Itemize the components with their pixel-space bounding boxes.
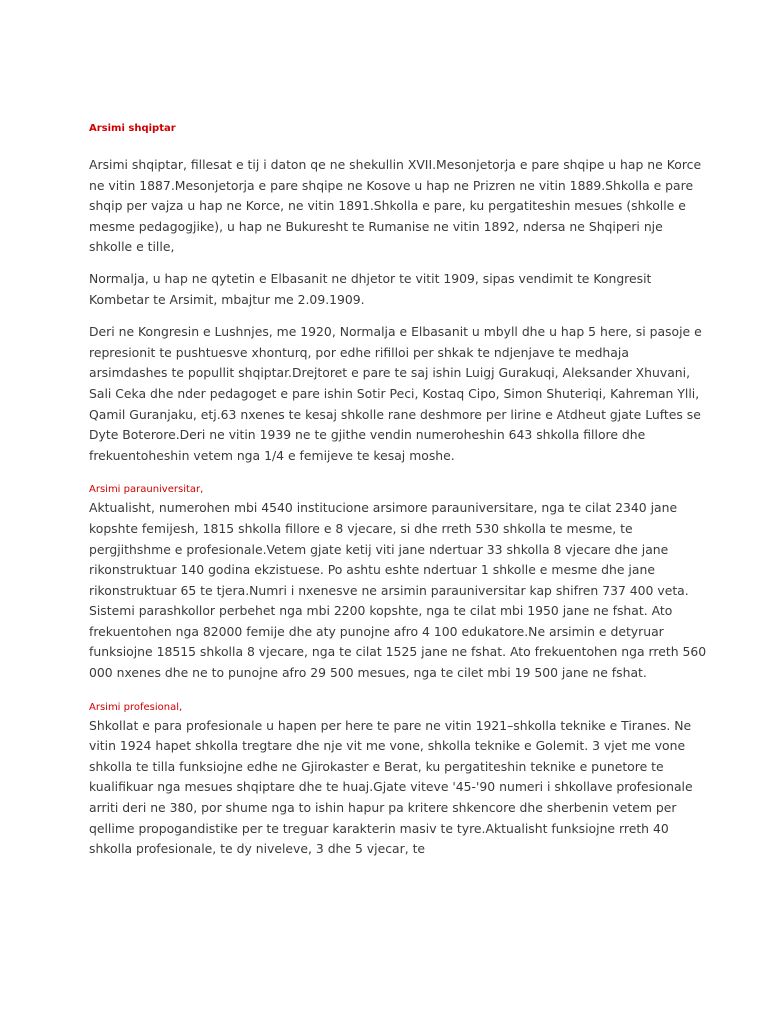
section-heading-profesional: Arsimi profesional, (89, 701, 183, 713)
paragraph-intro: Arsimi shqiptar, fillesat e tij i daton qe ne shekullin XVII.Mesonjetorja e pare shqipe u hap ne Korce ne vitin 1887.Mesonjetorja e pare shqipe ne Kosove u hap ne Prizren ne vitin 1889.Shkolla e pare shqip per vajza u hap ne Korce, ne vitin 1891.Shkolla e pare, ku pergatiteshin mesues (shkolle e mesme pedagogjike), u hap ne Bukuresht te Rumanise ne vitin 1892, ndersa ne Shqiperi nje shkolle e tille, (89, 157, 702, 255)
paragraph-normalja: Normalja, u hap ne qytetin e Elbasanit ne dhjetor te vitit 1909, sipas vendimit te Kongresit Kombetar te Arsimit, mbajtur me 2.09.1909. (89, 270, 652, 307)
section-text-parauniversitar: Aktualisht, numerohen mbi 4540 institucione arsimore parauniversitare, nga te cilat 2340 jane kopshte femijesh, 1815 shkolla fillore e 8 vjecare, si dhe rreth 530 shkolla te mesme, te pergjithshme e profesionale.Vetem gjate ketij viti jane ndertuar 33 shkolla 8 vjecare dhe jane rikonstruktuar 140 godina ekzistuese. Po ashtu eshte ndertuar 1 shkolle e mesme dhe jane rikonstruktuar 65 te tjera.Numri i nxenesve ne arsimin parauniversitar kap shifren 737 400 veta. Sistemi parashkollor perbehet nga mbi 2200 kopshte, nga te cilat mbi 1950 jane ne fshat. Ato frekuentohen nga 82000 femije dhe aty punojne afro 4 100 edukatore.Ne arsimin e detyruar funksiojne 18515 shkolla 8 vjecare, nga te cilat 1525 jane ne fshat. Ato frekuentohen nga rreth 560 000 nxenes dhe ne to punojne afro 29 500 mesues, nga te cilet mbi 19 500 jane ne fshat. (89, 500, 707, 681)
section-text-profesional: Shkollat e para profesionale u hapen per here te pare ne vitin 1921–shkolla teknike e Tiranes. Ne vitin 1924 hapet shkolla tregtare dhe nje vit me vone, shkolla teknike e Golemit. 3 vjet me vone shkolla te tilla funksiojne edhe ne Gjirokaster e Berat, ku pergatiteshin teknike e punetore te kualifikuar nga mesues shqiptare dhe te huaj.Gjate viteve '45-'90 numeri i shkollave profesionale arriti deri ne 380, por shume nga to ishin hapur pa kritere shkencore dhe sherbenin vetem per qellime propogandistike per te treguar karakterin masiv te tyre.Aktualisht funksiojne rreth 40 shkolla profesionale, te dy niveleve, 3 dhe 5 vjecar, te (89, 717, 693, 857)
document-title: Arsimi shqiptar (89, 123, 176, 134)
paragraph-history: Deri ne Kongresin e Lushnjes, me 1920, Normalja e Elbasanit u mbyll dhe u hap 5 here, si pasoje e represionit te pushtuesve xhonturq, por edhe rifilloi per shkak te ndjenjave te medhaja arsimdashes te popullit shqiptar.Drejtoret e pare te saj ishin Luigj Gurakuqi, Aleksander Xhuvani, Sali Ceka dhe nder pedagoget e pare ishin Sotir Peci, Kostaq Cipo, Simon Shuteriqi, Kahreman Ylli, Qamil Guranjaku, etj.63 nxenes te kesaj shkolle rane deshmore per lirine e Atdheut gjate Luftes se Dyte Boterore.Deri ne vitin 1939 ne te gjithe vendin numeroheshin 643 shkolla fillore dhe frekuentoheshin vetem nga 1/4 e femijeve te kesaj moshe. (89, 324, 702, 463)
section-heading-parauniversitar: Arsimi parauniversitar, (89, 484, 204, 496)
